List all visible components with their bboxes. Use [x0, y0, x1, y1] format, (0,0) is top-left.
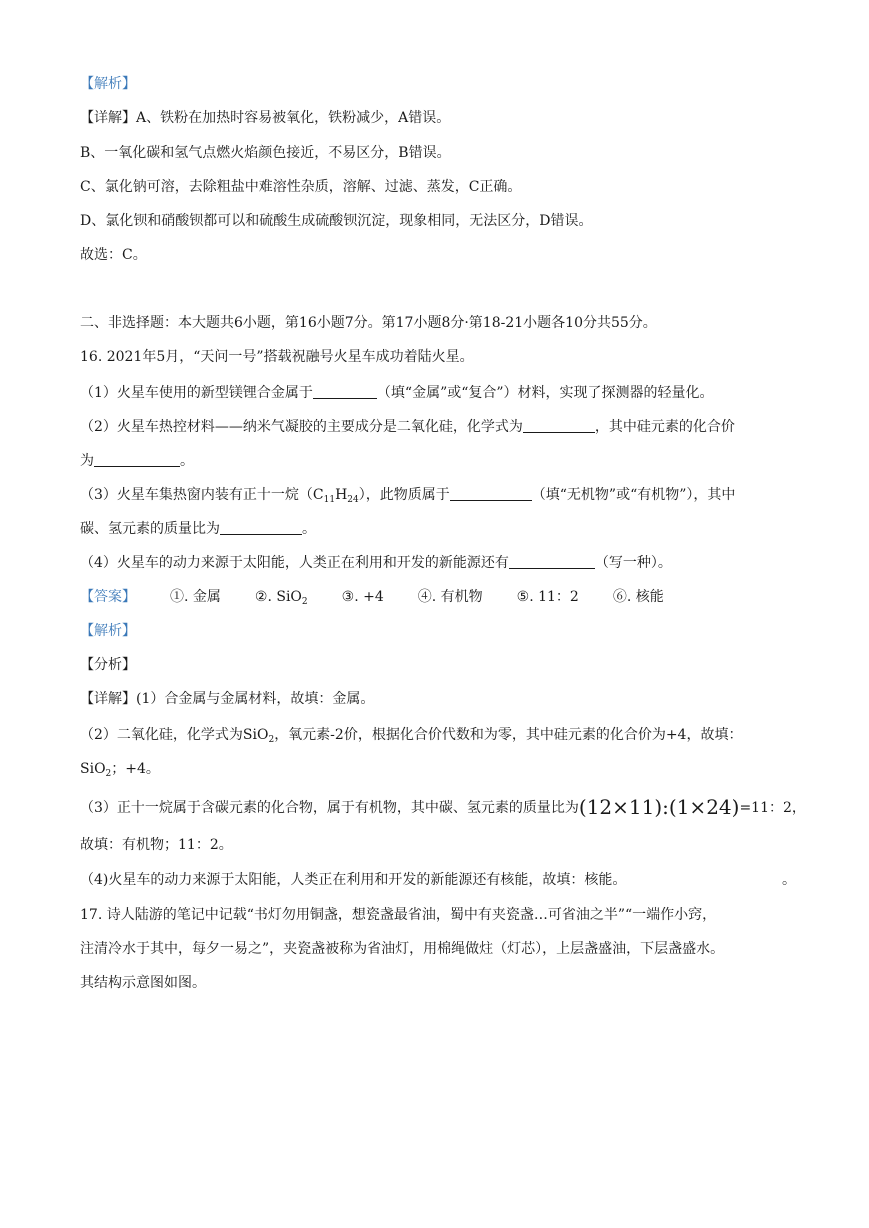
q16-part3-cont [80, 519, 316, 539]
q16-detail-3-pre: （3）正十一烷属于含碳元素的化合物，属于有机物，其中碳、氢元素的质量比为 [80, 800, 579, 816]
answer-blank-6[interactable] [509, 554, 595, 569]
q16-detail-2-cont [80, 759, 160, 784]
subscript: 24 [347, 495, 359, 505]
q16-part3-post: （填“无机物”或“有机物”），其中 [531, 487, 736, 503]
q16-part2-pre: （2）火星车热控材料——纳米气凝胶的主要成分是二氧化硅，化学式为 [80, 419, 523, 435]
answer-blank-3[interactable] [94, 452, 180, 467]
q16-part3-mid: ），此物质属于 [358, 487, 450, 503]
q16-part2-cont-post: 。 [180, 453, 194, 469]
detail-b: B、一氧化碳和氢气点燃火焰颜色接近，不易区分，B错误。 [80, 145, 451, 161]
q17-line-2: 注清冷水于其中，每夕一易之”，夹瓷盏被称为省油灯，用棉绳做炷（灯芯），上层盏盛油，下层盏盛水。 [80, 941, 725, 957]
subscript: 2 [268, 735, 275, 745]
q16-detail-1-text: (1）合金属与金属材料，故填：金属。 [136, 691, 375, 707]
q16-fenxi: 【分析】 [80, 657, 136, 673]
answer-2 [255, 587, 308, 612]
answer-4: ④. 有机物 [417, 589, 483, 605]
q16-answers [80, 587, 664, 612]
answer-tag: 【答案】 [80, 589, 136, 605]
q16-analysis-heading: 【解析】 [80, 623, 136, 639]
q16-part3 [80, 485, 735, 510]
q16-detail-2-post: ，氧元素-2价，根据化合价代数和为零，其中硅元素的化合价为+4，故填： [274, 727, 743, 743]
q16-part2 [80, 417, 735, 437]
detail-c: C、氯化钠可溶，去除粗盐中难溶性杂质，溶解、过滤、蒸发，C正确。 [80, 179, 522, 195]
q16-detail-3-cont: 故填：有机物；11：2。 [80, 837, 233, 853]
q16-detail-2-pre: （2）二氧化硅，化学式为SiO [80, 727, 269, 743]
q16-part3-cont-pre: 碳、氢元素的质量比为 [80, 521, 220, 537]
q16-detail-2-cont-text: SiO [80, 761, 106, 777]
q16-part1 [80, 383, 714, 403]
q16-part3-pre: （3）火星车集热窗内装有正十一烷（C [80, 487, 324, 503]
q17-line-3: 其结构示意图如图。 [80, 975, 206, 991]
analysis-heading: 【解析】 [80, 76, 136, 92]
q16-part2-cont [80, 451, 194, 471]
detail-a-text: A、铁粉在加热时容易被氧化，铁粉减少，A错误。 [136, 110, 451, 126]
q16-part4 [80, 553, 672, 573]
mass-ratio-formula: (12×11):(1×24) [578, 795, 740, 819]
answer-blank-1[interactable] [313, 384, 377, 399]
answer-2-text: ②. SiO [254, 589, 302, 605]
q16-part1-post: （填“金属”或“复合”）材料，实现了探测器的轻量化。 [376, 385, 714, 401]
section-heading: 二、非选择题：本大题共6小题，第16小题7分。第17小题8分·第18-21小题各10分共55分。 [80, 315, 657, 331]
q16-detail-4: （4)火星车的动力来源于太阳能，人类正在利用和开发的新能源还有核能，故填：核能。 [80, 872, 627, 888]
q16-part3-h: H [335, 487, 348, 503]
answer-blank-5[interactable] [220, 520, 302, 535]
subscript: 2 [301, 597, 308, 607]
choose-answer: 故选：C。 [80, 247, 147, 263]
q16-detail-2 [80, 725, 742, 750]
detail-tag: 【详解】 [80, 110, 136, 126]
trailing-period: 。 [782, 872, 796, 888]
answer-5: ⑤. 11：2 [516, 589, 579, 605]
subscript: 11 [323, 495, 336, 505]
q16-stem: 16. 2021年5月，“天问一号”搭载祝融号火星车成功着陆火星。 [80, 349, 474, 365]
q16-detail-1 [80, 689, 374, 709]
answer-1: ①. 金属 [170, 589, 221, 605]
q16-detail-3-post: =11：2， [739, 800, 806, 816]
q16-detail-2-cont-post: ；+4。 [111, 761, 160, 777]
detail-d: D、氯化钡和硝酸钡都可以和硫酸生成硫酸钡沉淀，现象相同，无法区分，D错误。 [80, 213, 593, 229]
q17-line-1: 17. 诗人陆游的笔记中记载“书灯勿用铜盏，想瓷盏最省油，蜀中有夹瓷盏…可省油之半”“一端作小窍， [80, 907, 717, 923]
subscript: 2 [105, 769, 112, 779]
answer-3: ③. +4 [341, 589, 384, 605]
detail-a [80, 108, 450, 128]
q16-part4-pre: （4）火星车的动力来源于太阳能，人类正在利用和开发的新能源还有 [80, 555, 509, 571]
answer-blank-2[interactable] [523, 418, 595, 433]
answer-6: ⑥. 核能 [612, 589, 664, 605]
detail-tag: 【详解】 [80, 691, 136, 707]
answer-blank-4[interactable] [450, 486, 532, 501]
q16-part2-cont-pre: 为 [80, 453, 94, 469]
q16-part3-cont-post: 。 [302, 521, 316, 537]
q16-detail-3 [80, 797, 806, 818]
q16-part1-pre: （1）火星车使用的新型镁锂合金属于 [80, 385, 313, 401]
q16-part4-post: （写一种）。 [594, 555, 672, 571]
q16-part2-post: ，其中硅元素的化合价 [594, 419, 735, 435]
